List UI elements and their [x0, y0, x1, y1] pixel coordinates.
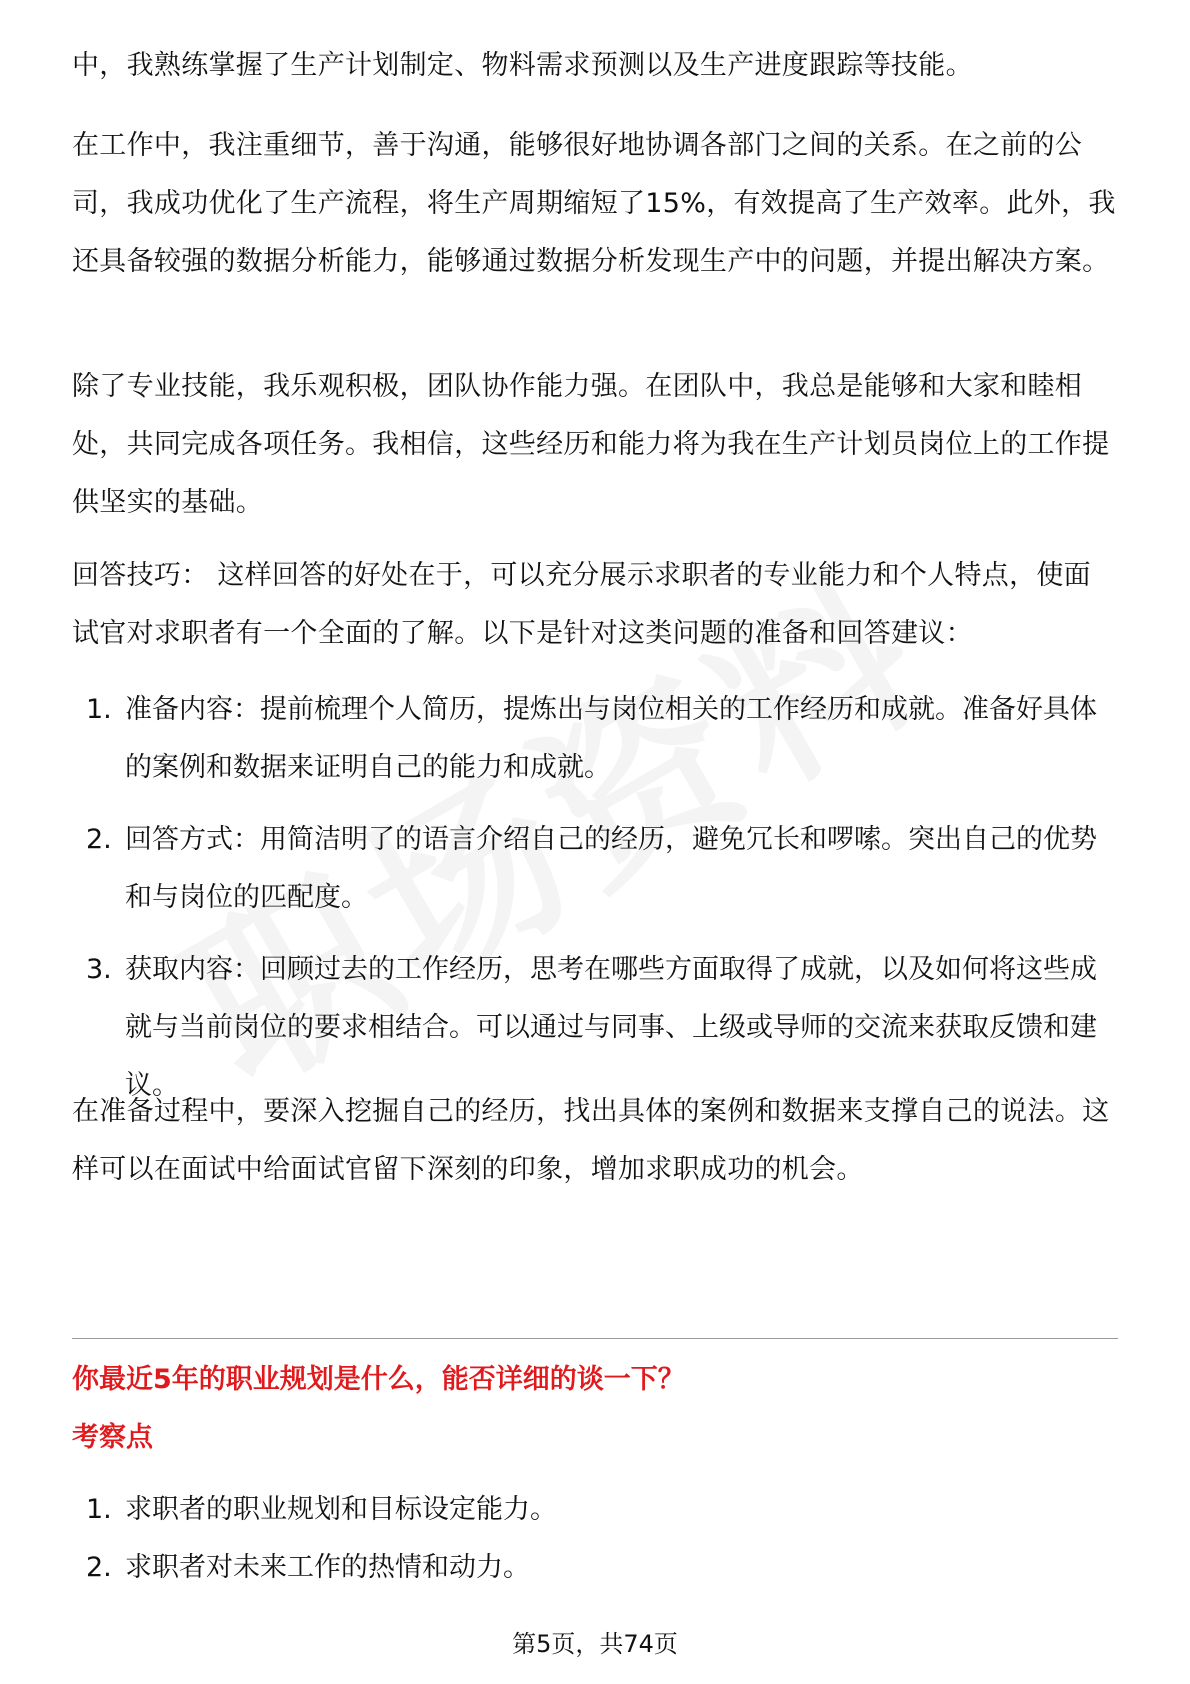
section-subhead: 考察点	[72, 1422, 153, 1453]
list-item-number: 2.	[86, 1552, 112, 1583]
list-item-text: 获取内容：回顾过去的工作经历，思考在哪些方面取得了成就，以及如何将这些成就与当前岗位的要求相结合。可以通过与同事、上级或导师的交流来获取反馈和建议。	[125, 954, 1097, 1101]
paragraph-teamwork: 除了专业技能，我乐观积极，团队协作能力强。在团队中，我总是能够和大家和睦相处，共同完成各项任务。我相信，这些经历和能力将为我在生产计划员岗位上的工作提供坚实的基础。	[72, 371, 1110, 518]
list-item-text: 求职者的职业规划和目标设定能力。	[125, 1494, 557, 1525]
list-item-text: 求职者对未来工作的热情和动力。	[125, 1552, 530, 1583]
list-item-number: 1.	[86, 694, 112, 725]
list-item	[72, 1539, 1118, 1597]
tips-list	[72, 681, 1118, 1115]
list-item-number: 3.	[86, 954, 112, 985]
paragraph-intro-end: 中，我熟练掌握了生产计划制定、物料需求预测以及生产进度跟踪等技能。	[72, 50, 973, 81]
list-item	[72, 1481, 1118, 1539]
list-item	[72, 681, 1118, 797]
list-item-number: 2.	[86, 824, 112, 855]
list-item-text: 回答方式：用简洁明了的语言介绍自己的经历，避免冗长和啰嗦。突出自己的优势和与岗位的匹配度。	[125, 824, 1097, 913]
paragraph-answer-tips: 回答技巧： 这样回答的好处在于，可以充分展示求职者的专业能力和个人特点，使面试官对求职者有一个全面的了解。以下是针对这类问题的准备和回答建议：	[72, 560, 1091, 649]
paragraph-preparation: 在准备过程中，要深入挖掘自己的经历，找出具体的案例和数据来支撑自己的说法。这样可以在面试中给面试官留下深刻的印象，增加求职成功的机会。	[72, 1096, 1110, 1185]
paragraph-work-detail: 在工作中，我注重细节，善于沟通，能够很好地协调各部门之间的关系。在之前的公司，我成功优化了生产流程，将生产周期缩短了15%，有效提高了生产效率。此外，我还具备较强的数据分析能力，能够通过数据分析发现生产中的问题，并提出解决方案。	[72, 130, 1116, 277]
page-number-footer: 第5页，共74页	[512, 1630, 678, 1658]
list-item-text: 准备内容：提前梳理个人简历，提炼出与岗位相关的工作经历和成就。准备好具体的案例和数据来证明自己的能力和成就。	[125, 694, 1097, 783]
list-item	[72, 811, 1118, 927]
question-title: 你最近5年的职业规划是什么，能否详细的谈一下？	[72, 1364, 685, 1395]
assessment-points-list	[72, 1481, 1118, 1597]
list-item-number: 1.	[86, 1494, 112, 1525]
section-divider	[72, 1338, 1118, 1339]
